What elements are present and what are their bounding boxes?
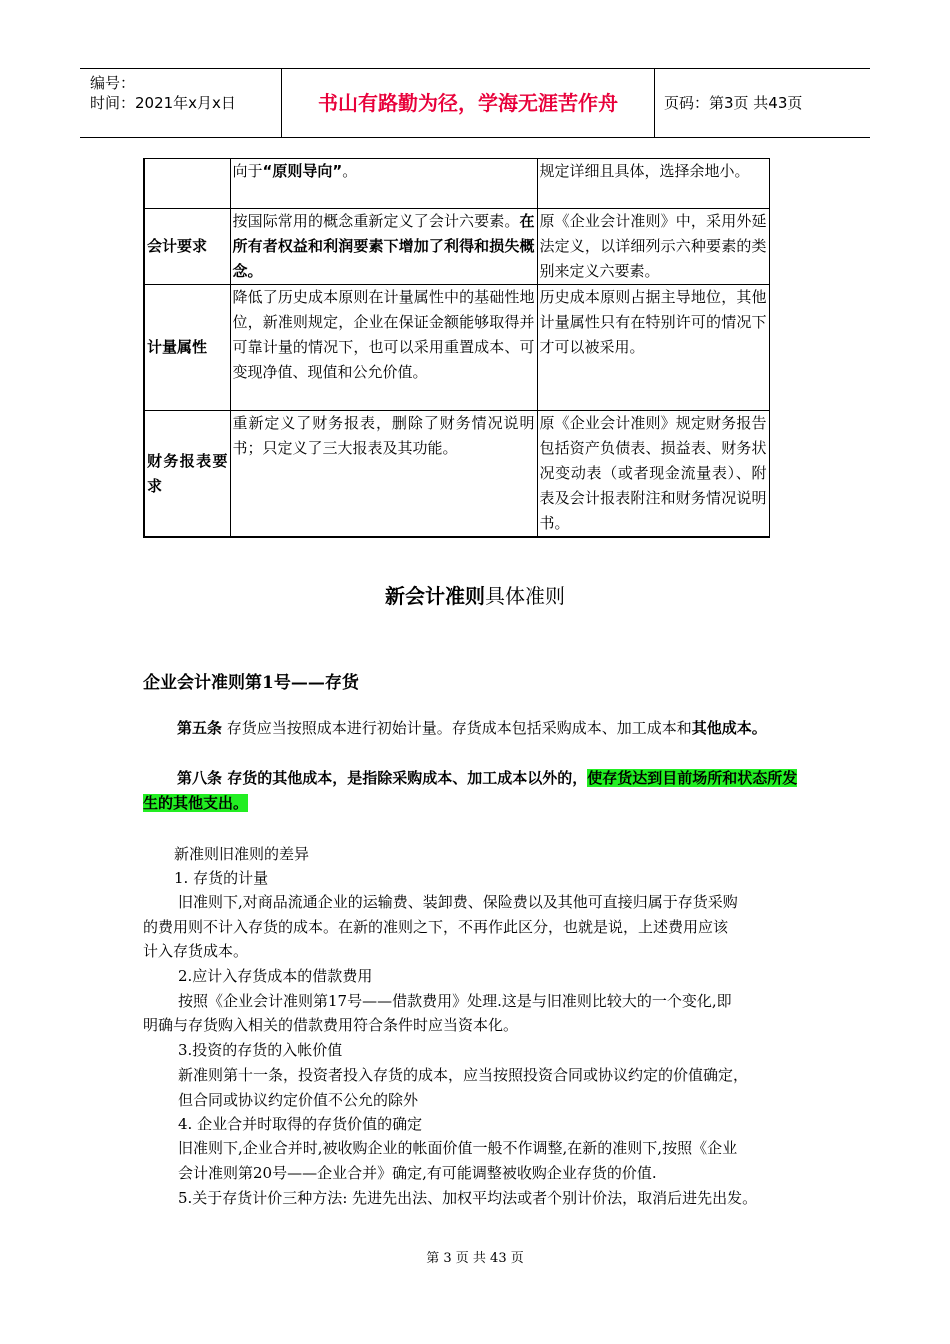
new-standard-cell: [230, 411, 537, 538]
page-header: [80, 68, 870, 138]
article-5-head: 第五条: [177, 719, 223, 737]
text-line: 新准则第十一条，投资者投入存货的成本，应当按照投资合同或协议约定的价值确定，: [178, 1066, 749, 1084]
row-label: 会计要求: [144, 209, 230, 285]
page-footer: 第 3 页 共 43 页: [426, 1251, 524, 1266]
text-line: 会计准则第20号——企业合并》确定,有可能调整被收购企业存货的价值.: [178, 1164, 657, 1182]
text-line: 的费用则不计入存货的成本。在新的准则之下，不再作此区分，也就是说，上述费用应该: [143, 918, 729, 936]
new-standard-cell: [230, 285, 537, 411]
text-line: 但合同或协议约定价值不公允的除外: [178, 1091, 419, 1109]
header-page-number: 页码：第3页 共43页: [664, 94, 803, 112]
cell-text: 向于: [232, 162, 263, 180]
text-line: 旧准则下,对商品流通企业的运输费、装卸费、保险费以及其他可直接归属于存货采购: [178, 893, 738, 911]
row-label: 财务报表要求: [144, 411, 230, 538]
text-line: 旧准则下,企业合并时,被收购企业的帐面价值一般不作调整,在新的准则下,按照《企业: [178, 1139, 738, 1157]
text-line: 明确与存货购入相关的借款费用符合条件时应当资本化。: [143, 1016, 519, 1034]
cell-text: 重新定义了财务报表，删除了财务情况说明书；只定义了三大报表及其功能。: [232, 414, 535, 457]
old-standard-cell: 原《企业会计准则》中，采用外延法定义，以详细列示六种要素的类别来定义六要素。: [537, 209, 769, 285]
table-row: [144, 159, 769, 209]
text-line: 2.应计入存货成本的借款费用: [178, 967, 373, 985]
article-5-tail: 其他成本。: [691, 719, 767, 737]
text-line: 4. 企业合并时取得的存货价值的确定: [178, 1115, 423, 1133]
table-row: [144, 209, 769, 285]
standard-title: 企业会计准则第1号——存货: [143, 673, 359, 693]
text-line: 1. 存货的计量: [174, 869, 269, 887]
comparison-table: [143, 158, 770, 538]
section-title-rest: 具体准则: [485, 584, 565, 608]
old-standard-cell: 历史成本原则占据主导地位，其他计量属性只有在特别许可的情况下才可以被采用。: [537, 285, 769, 411]
cell-text: “原则导向”: [262, 162, 343, 180]
section-title-bold: 新会计准则: [385, 584, 485, 608]
section-title: [0, 580, 950, 609]
header-motto: 书山有路勤为径，学海无涯苦作舟: [318, 91, 618, 115]
text-line: 计入存货成本。: [143, 942, 249, 960]
time-label: 时间：2021年x月x日: [90, 94, 236, 112]
cell-text: 。: [342, 162, 358, 180]
row-label: [144, 159, 230, 209]
new-standard-cell: [230, 159, 537, 209]
text-line: 3.投资的存货的入帐价值: [178, 1041, 343, 1059]
old-standard-cell: 规定详细且具体，选择余地小。: [537, 159, 769, 209]
table-row: [144, 411, 769, 538]
cell-text: 按国际常用的概念重新定义了会计六要素。: [232, 212, 520, 230]
old-standard-cell: 原《企业会计准则》规定财务报告包括资产负债表、损益表、财务状况变动表（或者现金流量表）、附表及会计报表附注和财务情况说明书。: [537, 411, 769, 538]
article-5-text: 存货应当按照成本进行初始计量。存货成本包括采购成本、加工成本和: [222, 719, 692, 737]
number-label: 编号：: [90, 74, 136, 92]
article-8-highlight: 使存货达到目前场所和状态所发生的其他支出。: [143, 769, 798, 812]
text-line: 按照《企业会计准则第17号——借款费用》处理.这是与旧准则比较大的一个变化,即: [178, 992, 732, 1010]
header-divider: [654, 69, 655, 137]
row-label: 计量属性: [144, 285, 230, 411]
table-row: [144, 285, 769, 411]
cell-text: 在所有者权益和利润要素下增加了利得和损失概念。: [232, 212, 535, 280]
text-line: 5.关于存货计价三种方法: 先进先出法、加权平均法或者个别计价法，取消后进先出发。: [178, 1189, 758, 1207]
cell-text: 降低了历史成本原则在计量属性中的基础性地位，新准则规定，企业在保证金额能够取得并可靠计量的情况下，也可以采用重置成本、可变现净值、现值和公允价值。: [232, 288, 535, 381]
article-8-head: 第八条 存货的其他成本，是指除采购成本、加工成本以外的，: [177, 769, 588, 787]
article-5: [143, 716, 808, 741]
text-line: 新准则旧准则的差异: [174, 845, 310, 863]
new-standard-cell: [230, 209, 537, 285]
header-meta: [90, 73, 280, 113]
article-8: [143, 766, 808, 816]
